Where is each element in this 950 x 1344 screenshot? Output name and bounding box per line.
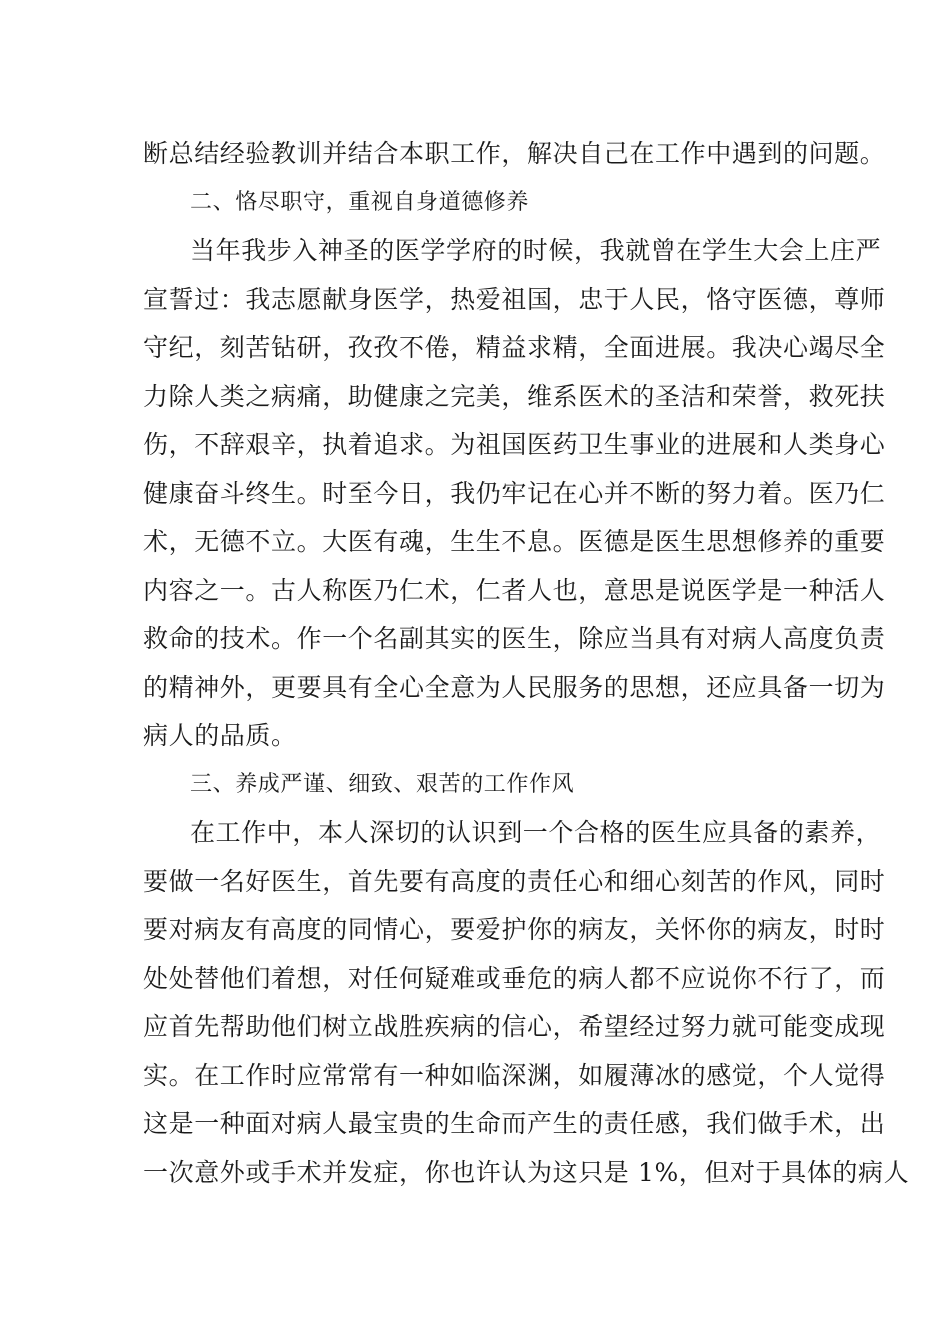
paragraph-line: 健康奋斗终生。时至今日，我仍牢记在心并不断的努力着。医乃仁 bbox=[143, 478, 886, 508]
paragraph-line: 的精神外，更要具有全心全意为人民服务的思想，还应具备一切为 bbox=[143, 672, 886, 702]
section-heading-2: 二、恪尽职守，重视自身道德修养 bbox=[190, 189, 530, 215]
paragraph-line: 实。在工作时应常常有一种如临深渊，如履薄冰的感觉，个人觉得 bbox=[143, 1060, 886, 1090]
paragraph-line: 应首先帮助他们树立战胜疾病的信心，希望经过努力就可能变成现 bbox=[143, 1012, 886, 1041]
paragraph-line: 要做一名好医生，首先要有高度的责任心和细心刻苦的作风，同时 bbox=[143, 866, 886, 896]
paragraph-line: 要对病友有高度的同情心，要爱护你的病友，关怀你的病友，时时 bbox=[143, 915, 886, 944]
document-body bbox=[143, 130, 910, 1197]
paragraph-line: 内容之一。古人称医乃仁术，仁者人也，意思是说医学是一种活人 bbox=[143, 575, 886, 605]
paragraph-line: 断总结经验教训并结合本职工作，解决自己在工作中遇到的问题。 bbox=[143, 139, 886, 168]
paragraph-line: 一次意外或手术并发症，你也许认为这只是 1%，但对于具体的病人 bbox=[143, 1157, 910, 1187]
paragraph-line: 在工作中，本人深切的认识到一个合格的医生应具备的素养， bbox=[190, 818, 882, 847]
paragraph-line: 当年我步入神圣的医学学府的时候，我就曾在学生大会上庄严 bbox=[190, 236, 882, 265]
paragraph-line: 力除人类之病痛，助健康之完美，维系医术的圣洁和荣誉，救死扶 bbox=[143, 381, 886, 411]
paragraph-line: 救命的技术。作一个名副其实的医生，除应当具有对病人高度负责 bbox=[143, 624, 886, 653]
section-heading-3: 三、养成严谨、细致、艰苦的工作作风 bbox=[190, 771, 575, 797]
paragraph-line: 伤，不辞艰辛，执着追求。为祖国医药卫生事业的进展和人类身心 bbox=[143, 430, 886, 459]
paragraph-line: 处处替他们着想，对任何疑难或垂危的病人都不应说你不行了，而 bbox=[143, 963, 886, 993]
paragraph-line: 病人的品质。 bbox=[143, 721, 297, 750]
paragraph-line: 这是一种面对病人最宝贵的生命而产生的责任感，我们做手术，出 bbox=[143, 1109, 886, 1138]
paragraph-line: 守纪，刻苦钻研，孜孜不倦，精益求精，全面进展。我决心竭尽全 bbox=[143, 333, 886, 362]
paragraph-line: 术，无德不立。大医有魂，生生不息。医德是医生思想修养的重要 bbox=[143, 527, 886, 556]
paragraph-line: 宣誓过：我志愿献身医学，热爱祖国，忠于人民，恪守医德，尊师 bbox=[143, 284, 886, 314]
